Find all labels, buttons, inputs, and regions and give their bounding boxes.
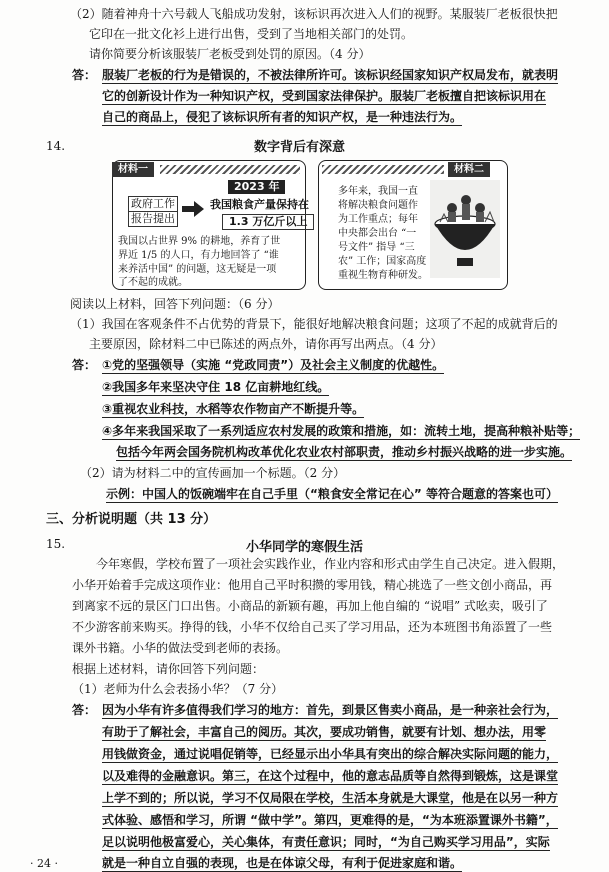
material-2-text-7: 重视生物育种研发。 (338, 270, 428, 281)
material-1-amount: 1.3 万亿斤以上 (222, 214, 314, 230)
material-2-tab: 材料二 (448, 162, 490, 177)
q15-paragraph-1: 今年寒假，学校布置了一项社会实践作业，作业内容和形式由学生自己决定。进入假期， (96, 557, 565, 571)
rice-bowl-illustration (430, 180, 500, 278)
q15-answer-8: 就是一种自立自强的表现，也是在体谅父母，有利于促进家庭和谐。 (102, 856, 463, 870)
q15-answer-5: 上学不到的；所以说，学习不仅局限在学校，生活本身就是大课堂，他是在以另一种方 (102, 791, 559, 805)
q14-answer-4a: ④多年来我国采取了一系列适应农村发展的政策和措施，如：流转土地，提高种粮补贴等； (102, 424, 581, 438)
arrow-right-icon (182, 201, 204, 217)
material-1-text-3: 来养活中国” 的问题，这无疑是一项 (118, 264, 277, 275)
material-2-text-5: 号文件” 指导 “三 (338, 242, 415, 253)
q14-sub1-line2: 主要原因，除材料二中已陈述的两点外，请你再写出两点。（4 分） (89, 337, 443, 351)
q14-answer-1: ①党的坚强领导（实施 “党政同责”）及社会主义制度的优越性。 (102, 358, 445, 372)
material-2-stripe (322, 165, 444, 174)
material-1-label-1: 政府工作 (128, 196, 178, 212)
q15-answer-label: 答： (72, 703, 97, 717)
material-2-text-3: 为工作重点；每年 (338, 214, 418, 225)
material-1-text-4: 了不起的成就。 (118, 277, 188, 288)
material-1-text-1: 我国以占世界 9% 的耕地，养育了世 (118, 236, 281, 247)
q15-paragraph-2: 小华开始着手完成这项作业：他用自己平时积攒的零用钱，精心挑选了一些文创小商品，再 (72, 578, 553, 592)
q13-answer-line2: 它的创新设计作为一种知识产权，受到国家法律保护。服装厂老板擅自把该标识用在 (102, 89, 547, 103)
q15-title: 小华同学的寒假生活 (246, 540, 364, 555)
q15-answer-3: 用钱做资金，通过说唱促销等，已经显示出小华具有突出的综合解决实际问题的能力， (102, 747, 559, 761)
material-2-text-2: 将解决粮食问题作 (338, 200, 418, 211)
q15-paragraph-5: 课外书籍。小华的做法受到老师的表扬。 (72, 641, 289, 655)
q15-number: 15. (46, 537, 66, 551)
q14-sub2: （2）请为材料二中的宣传画加一个标题。（2 分） (80, 466, 346, 480)
material-1-label-2: 报告提出 (128, 211, 178, 227)
q15-answer-6: 式体验、感悟和学习，所谓 “做中学”。第四，更难得的是，“为本班添置课外书籍”， (102, 813, 558, 827)
q14-sub1-line1: （1）我国在客观条件不占优势的背景下，能很好地解决粮食问题；这项了不起的成就背后的 (70, 317, 558, 331)
q14-answer-label: 答： (72, 358, 97, 372)
q15-answer-4: 以及难得的金融意识。第三，在这个过程中，他的意志品质等自然得到锻炼，这是课堂 (102, 769, 559, 783)
q15-paragraph-3: 到离家不远的景区门口出售。小商品的新颖有趣，再加上他自编的 “说唱” 式吆卖，吸引了 (72, 599, 548, 613)
q14-answer-2: ②我国多年来坚决守住 18 亿亩耕地红线。 (102, 380, 330, 394)
material-1-stripe (160, 165, 300, 174)
q15-paragraph-4: 不少游客前来购买。挣得的钱，小华不仅给自己买了学习用品，还为本班图书角添置了一些 (72, 620, 553, 634)
q13-sub2-line2: 它印在一批文化衫上进行出售，受到了当地相关部门的处罚。 (89, 27, 414, 41)
q15-prompt: 根据上述材料，请你回答下列问题： (72, 662, 265, 676)
material-2-text-1: 多年来，我国一直 (338, 186, 418, 197)
q15-answer-7: 足以说明他极富爱心，关心集体，有责任意识；同时，“为自己购买学习用品”，实际 (102, 835, 550, 849)
q13-sub2-line3: 请你简要分析该服装厂老板受到处罚的原因。（4 分） (89, 47, 371, 61)
q13-answer-label: 答： (72, 68, 97, 82)
q13-sub2-line1: （2）随着神舟十六号载人飞船成功发射，该标识再次进入人们的视野。某服装厂老板很快把 (70, 7, 558, 21)
q14-answer-3: ③重视农业科技，水稻等农作物亩产不断提升等。 (102, 402, 365, 416)
q15-sub1: （1）老师为什么会表扬小华？（7 分） (72, 682, 284, 696)
q13-answer-line1: 服装厂老板的行为是错误的，不被法律所许可。该标识经国家知识产权局发布，就表明 (102, 68, 559, 82)
material-2-text-4: 中央都会出台 “一 (338, 228, 417, 239)
q14-number: 14. (46, 139, 66, 153)
page-number: · 24 · (30, 857, 58, 870)
material-1-tab: 材料一 (112, 162, 154, 177)
section-3-heading: 三、分析说明题（共 13 分） (46, 512, 217, 527)
q14-answer-4b: 包括今年两会国务院机构改革优化农业农村部职责，推动乡村振兴战略的进一步实施。 (116, 445, 573, 459)
material-1-text-2: 界近 1/5 的人口，有力地回答了 “谁 (118, 250, 279, 261)
q15-answer-2: 有助于了解社会，丰富自己的阅历。其次，要成功销售，就要有计划、想办法，用零 (102, 725, 547, 739)
q15-answer-1: 因为小华有许多值得我们学习的地方：首先，到景区售卖小商品，是一种亲社会行为， (102, 703, 559, 717)
material-1-headline: 我国粮食产量保持在 (210, 198, 309, 211)
material-1-year: 2023 年 (228, 180, 285, 194)
q14-example: 示例：中国人的饭碗端牢在自己手里（“粮食安全常记在心” 等符合题意的答案也可） (106, 487, 558, 501)
q14-intro: 阅读以上材料，回答下列问题：（6 分） (70, 297, 280, 311)
material-2-text-6: 农” 工作；国家高度 (338, 256, 427, 267)
q14-title: 数字背后有深意 (254, 140, 346, 155)
q13-answer-line3: 自己的商品上，侵犯了该标识所有者的知识产权，是一种违法行为。 (102, 110, 463, 124)
